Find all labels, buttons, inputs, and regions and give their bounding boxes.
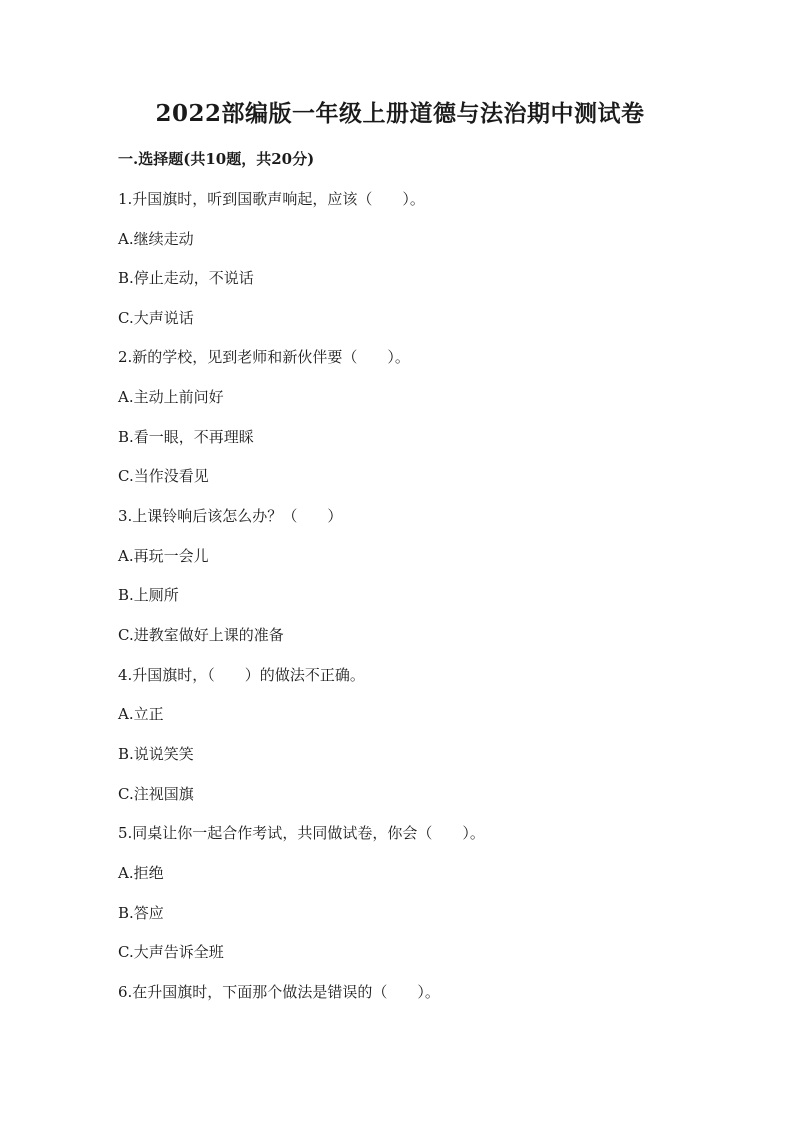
- question-1-option-a: A.继续走动: [118, 230, 194, 248]
- question-3-option-c: C.进教室做好上课的准备: [118, 626, 284, 644]
- page-title: 2022部编版一年级上册道德与法治期中测试卷: [155, 100, 645, 127]
- question-2-option-b: B.看一眼，不再理睬: [118, 428, 254, 446]
- question-4-option-b: B.说说笑笑: [118, 745, 194, 763]
- question-5-option-b: B.答应: [118, 904, 164, 922]
- question-4-stem: 4.升国旗时，（ ）的做法不正确。: [118, 666, 365, 684]
- question-5-option-a: A.拒绝: [118, 864, 164, 882]
- question-6-stem: 6.在升国旗时，下面那个做法是错误的（ ）。: [118, 983, 440, 1001]
- question-2-option-a: A.主动上前问好: [118, 388, 224, 406]
- question-4-option-a: A.立正: [118, 705, 164, 723]
- question-2-option-c: C.当作没看见: [118, 467, 209, 485]
- question-4-option-c: C.注视国旗: [118, 785, 194, 803]
- question-5-stem: 5.同桌让你一起合作考试，共同做试卷，你会（ ）。: [118, 824, 485, 842]
- question-1-option-c: C.大声说话: [118, 309, 194, 327]
- question-3-option-a: A.再玩一会儿: [118, 547, 209, 565]
- question-3-stem: 3.上课铃响后该怎么办？（ ）: [118, 507, 343, 525]
- question-1-option-b: B.停止走动，不说话: [118, 269, 254, 287]
- question-3-option-b: B.上厕所: [118, 586, 179, 604]
- question-1-stem: 1.升国旗时，听到国歌声响起，应该（ ）。: [118, 190, 425, 208]
- question-2-stem: 2.新的学校，见到老师和新伙伴要（ ）。: [118, 348, 410, 366]
- section-heading: 一.选择题(共10题，共20分): [118, 150, 315, 168]
- question-5-option-c: C.大声告诉全班: [118, 943, 224, 961]
